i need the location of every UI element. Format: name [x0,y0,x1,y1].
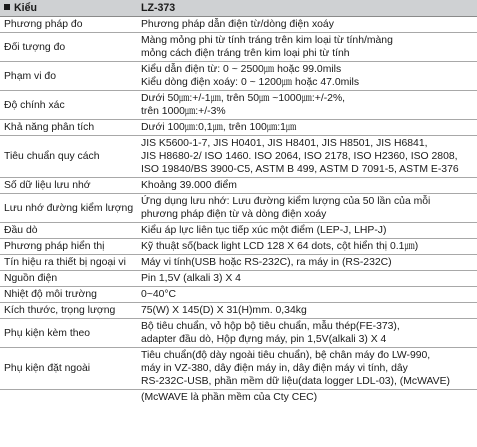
value-line: Dưới 50㎛:+/-1㎛, trên 50㎛ ~1000㎛:+/-2%, [141,93,346,104]
value-line: Màng mỏng phi từ tính tráng trên kim loại từ tính/màng [141,35,393,46]
row-value [137,271,477,286]
value-line: Bộ tiêu chuẩn, vỏ hộp bộ tiêu chuẩn, mẫu thép(FE-373), [141,321,400,332]
table-row [0,91,477,120]
row-label: Nhiệt độ môi trường [4,289,97,300]
footnote: (McWAVE là phần mềm của Cty CEC) [141,392,318,403]
value-line: ISO 19840/BS 3900-C5, ASTM B 499, ASTM D 7091-5, ASTM E-376 [141,164,459,175]
value-line: JIS K5600-1-7, JIS H0401, JIS H8401, JIS H8501, JIS H6841, [141,138,428,149]
value-line: Pin 1,5V (alkali 3) X 4 [141,273,241,284]
value-line: JIS H8680-2/ ISO 1460. ISO 2064, ISO 2178, ISO H2360, ISO 2808, [141,151,458,162]
table-row [0,120,477,136]
note-label-cell [0,390,137,405]
table-body [0,17,477,390]
row-label: Phạm vi đo [4,70,56,82]
row-value [137,91,477,119]
row-label: Lưu nhớ đường kiểm lượng [4,202,134,214]
row-label: Phương pháp đo [4,19,83,30]
row-value [137,120,477,135]
value-line: Ứng dụng lưu nhớ: Lưu đường kiểm lượng của 50 lần của mỗi [141,196,431,207]
row-label: Đầu dò [4,225,38,236]
value-line: phương pháp điện từ và dòng điện xoáy [141,209,327,220]
table-row [0,178,477,194]
table-row [0,348,477,390]
value-line: Khoảng 39.000 điểm [141,180,237,191]
table-row [0,303,477,319]
table-row [0,194,477,223]
note-cell [137,390,477,405]
value-line: Kiểu áp lực liên tục tiếp xúc một điểm (LEP-J, LHP-J) [141,225,387,236]
table-note-row [0,390,477,405]
table-header [0,0,477,17]
table-row [0,136,477,178]
row-value [137,62,477,90]
value-line: 75(W) X 145(D) X 31(H)mm. 0,34kg [141,305,307,316]
row-value [137,287,477,302]
row-value [137,178,477,193]
header-value-cell [137,0,477,16]
value-line: trên 1000㎛:+/-3% [141,106,226,117]
row-value [137,136,477,177]
row-value [137,255,477,270]
row-value [137,17,477,32]
row-label: Phương pháp hiển thị [4,241,105,252]
table-row [0,319,477,348]
value-line: Kiểu dòng điện xoáy: 0 ~ 1200㎛ hoặc 47.0mils [141,77,360,88]
value-line: Phương pháp dẫn điện từ/dòng điện xoáy [141,19,334,30]
row-value [137,33,477,61]
row-label: Phụ kiện kèm theo [4,327,91,339]
header-value: LZ-373 [141,2,176,14]
table-row [0,17,477,33]
value-line: Kiểu dẫn điện từ: 0 ~ 2500㎛ hoặc 99.0mils [141,64,342,75]
value-line: adapter đầu dò, Hộp đựng máy, pin 1,5V(alkali 3) X 4 [141,334,387,345]
value-line: mỏng cách điện tráng trên kim loại phi từ tính [141,48,350,59]
value-line: máy in VZ-380, dây điện máy in, dây điện máy vi tính, dây [141,363,408,374]
row-value [137,194,477,222]
table-row [0,223,477,239]
row-value [137,239,477,254]
row-value [137,223,477,238]
table-row [0,62,477,91]
value-line: Máy vi tính(USB hoặc RS-232C), ra máy in (RS-232C) [141,257,392,268]
row-label: Độ chính xác [4,99,65,111]
value-line: Kỹ thuật số(back light LCD 128 X 64 dots, cột hiển thị 0.1㎛) [141,241,419,252]
row-label: Khả năng phân tích [4,122,95,133]
row-label: Nguồn điện [4,273,58,284]
row-label: Phụ kiện đặt ngoài [4,363,91,374]
table-row [0,287,477,303]
table-row [0,255,477,271]
row-label: Tín hiệu ra thiết bị ngoại vi [4,257,126,268]
row-label: Tiêu chuẩn quy cách [4,151,100,162]
header-label: Kiểu [14,2,37,14]
row-value [137,303,477,318]
table-row [0,271,477,287]
table-row [0,239,477,255]
header-label-cell [0,0,137,16]
value-line: RS-232C-USB, phần mềm dữ liệu(data logger LDL-03), (McWAVE) [141,376,450,387]
square-bullet-icon [4,4,10,10]
value-line: Tiêu chuẩn(độ dày ngoài tiêu chuẩn), bệ chân máy đo LW-990, [141,350,431,361]
row-label: Đối tượng đo [4,41,66,53]
value-line: 0~40°C [141,289,177,300]
row-value [137,348,477,389]
row-label: Số dữ liệu lưu nhớ [4,180,91,191]
table-row [0,33,477,62]
value-line: Dưới 100㎛:0,1㎛, trên 100㎛:1㎛ [141,122,297,133]
row-value [137,319,477,347]
row-label: Kích thước, trọng lượng [4,305,116,316]
